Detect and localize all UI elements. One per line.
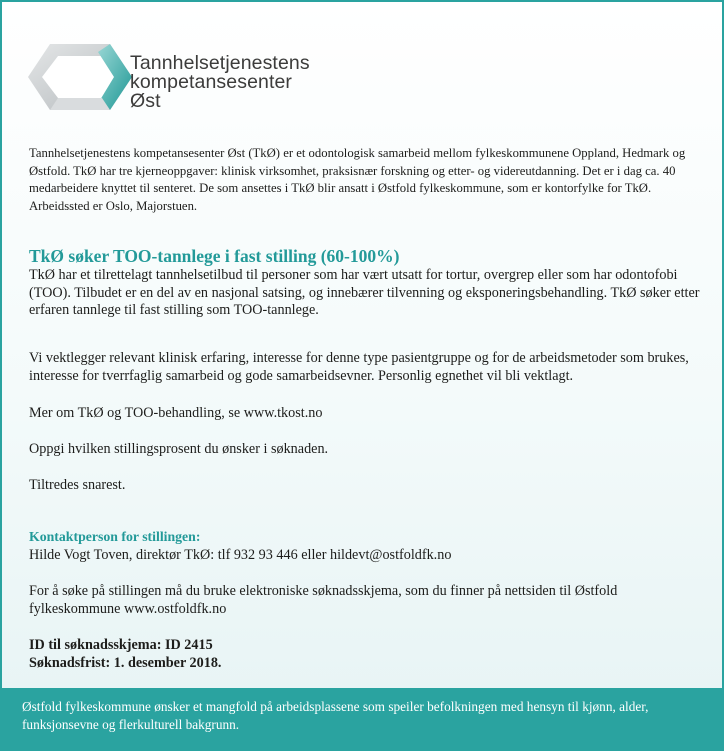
brand-line-3: Øst bbox=[130, 90, 161, 112]
percentage-line: Oppgi hvilken stillingsprosent du ønsker i søknaden. bbox=[29, 441, 329, 457]
form-id-line: ID til søknadsskjema: ID 2415 bbox=[29, 637, 213, 653]
job-title-heading: TkØ søker TOO-tannlege i fast stilling (60-100%) bbox=[29, 246, 400, 266]
diversity-footer bbox=[2, 688, 722, 751]
deadline-line: Søknadsfrist: 1. desember 2018. bbox=[29, 655, 222, 671]
contact-heading: Kontaktperson for stillingen: bbox=[29, 529, 201, 544]
description-paragraph: TkØ har et tilrettelagt tannhelsetilbud til personer som har vært utsatt for tortur, overgrep eller som har odontofobi (TOO). Tilbudet er en del av en nasjonal satsing, og innebærer tilvenning og eksponeringsbehandling. TkØ søker etter erfaren tannlege til fast stilling som TOO-tannlege. bbox=[29, 267, 700, 318]
intro-paragraph: Tannhelsetjenestens kompetansesenter Øst (TkØ) er et odontologisk samarbeid mellom fylkeskommunene Oppland, Hedmark og Østfold. TkØ har tre kjerneoppgaver: klinisk virksomhet, praksisnær forskning og etter- og videreutdanning. Det er i dag ca. 40 medarbeidere knyttet til senteret. De som ansettes i TkØ blir ansatt i Østfold fylkeskommune, som er kontorfylke for TkØ. Arbeidssted er Oslo, Majorstuen. bbox=[29, 146, 686, 213]
contact-line: Hilde Vogt Toven, direktør TkØ: tlf 932 93 446 eller hildevt@ostfoldfk.no bbox=[29, 547, 452, 563]
start-line: Tiltredes snarest. bbox=[29, 477, 126, 493]
footer-text: Østfold fylkeskommune ønsker et mangfold på arbeidsplassene som speiler befolkningen med hensyn til kjønn, alder, funksjonsevne og flerkulturell bakgrunn. bbox=[22, 699, 649, 732]
brand-line-1: Tannhelsetjenestens bbox=[130, 52, 310, 74]
brand-name bbox=[130, 54, 310, 111]
hexagon-logo-icon bbox=[28, 42, 138, 112]
brand-line-2: kompetansesenter bbox=[130, 71, 293, 93]
more-info-line: Mer om TkØ og TOO-behandling, se www.tkost.no bbox=[29, 405, 323, 421]
apply-paragraph: For å søke på stillingen må du bruke elektroniske søknadsskjema, som du finner på nettsiden til Østfold fylkeskommune www.ostfoldfk.no bbox=[29, 583, 618, 617]
requirements-paragraph: Vi vektlegger relevant klinisk erfaring, interesse for denne type pasientgruppe og for de arbeidsmetoder som brukes, interesse for tverrfaglig samarbeid og gode samarbeidsevner. Personlig egnethet vil bli vektlagt. bbox=[29, 350, 689, 384]
